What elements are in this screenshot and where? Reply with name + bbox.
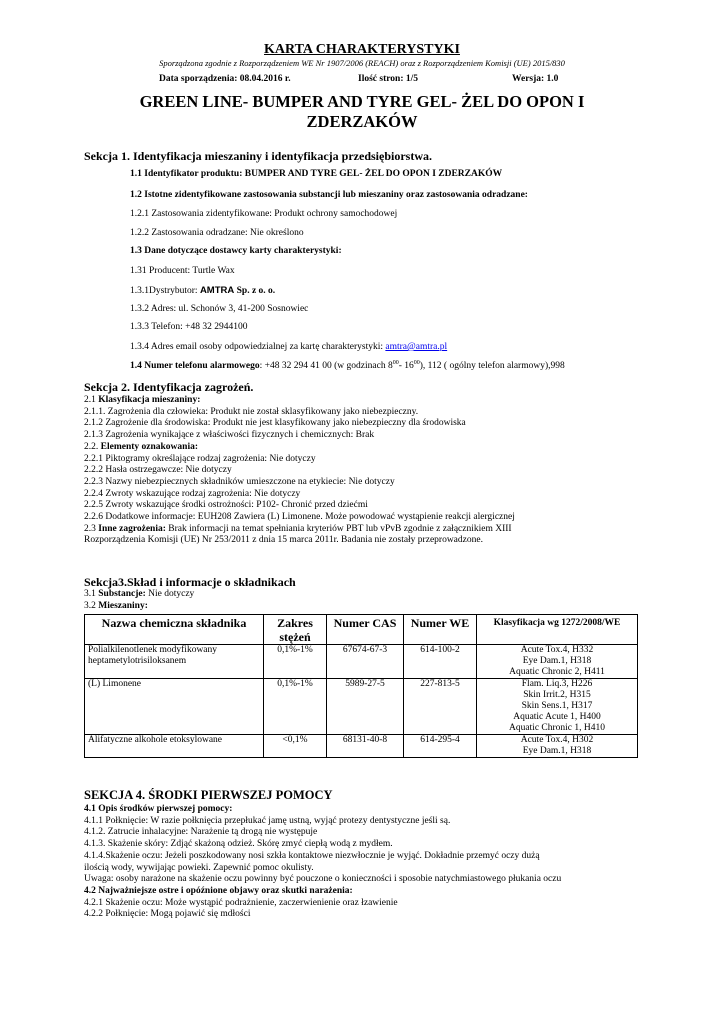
s3-line: 3.2 Mieszaniny: (84, 600, 148, 611)
cell-classification (477, 645, 638, 679)
s2-line: 2.2.5 Zwroty wskazujące środki ostrożności: P102- Chronić przed dziećmi (84, 500, 368, 511)
section3-intro (84, 589, 194, 612)
pages-label: Ilość stron: 1/5 (358, 74, 418, 84)
table-header-row (85, 615, 638, 645)
classification-line: Aquatic Chronic 1, H410 (508, 723, 606, 733)
cell-name: Polialkilenotlenek modyfikowany heptametylotrisiloksanem (85, 645, 264, 679)
distributor-suffix: Sp. z o. o. (234, 286, 276, 296)
cell-cas: 68131-40-8 (327, 735, 404, 758)
col-header-name: Nazwa chemiczna składnika (85, 615, 264, 645)
s4-line: 4.1.1 Połknięcie: W razie połknięcia przepłukać jamę ustną, wyjąć protezy dentystyczne jeśli są. (84, 815, 451, 826)
col-header-classification: Klasyfikacja wg 1272/2008/WE (477, 615, 638, 645)
s3-line: 3.1 Substancje: Nie dotyczy (84, 589, 195, 599)
item-1-3-1: 1.31 Producent: Turtle Wax (130, 266, 235, 276)
item-1-3: 1.3 Dane dotyczące dostawcy karty charakterystyki: (130, 246, 342, 256)
cell-cas: 67674-67-3 (327, 645, 404, 679)
s2-line: 2.1 Klasyfikacja mieszaniny: (84, 395, 201, 405)
col-header-we: Numer WE (404, 615, 477, 645)
cell-cas: 5989-27-5 (327, 679, 404, 735)
item-1-3-3: 1.3.3 Telefon: +48 32 2944100 (130, 322, 248, 332)
classification-line: Acute Tox.4, H302 (520, 735, 594, 745)
item-1-3-2: 1.3.2 Adres: ul. Schonów 3, 41-200 Sosnowiec (130, 304, 309, 314)
s2-line: 2.2.4 Zwroty wskazujące rodzaj zagrożenia: Nie dotyczy (84, 488, 301, 499)
s2-line: 2.2.2 Hasła ostrzegawcze: Nie dotyczy (84, 465, 232, 476)
col-header-cas: Numer CAS (327, 615, 404, 645)
cell-we: 614-295-4 (404, 735, 477, 758)
item-1-2-2: 1.2.2 Zastosowania odradzane: Nie określono (130, 228, 304, 238)
item-1-4 (130, 360, 565, 371)
s2-line: 2.2.6 Dodatkowe informacje: EUH208 Zawiera (L) Limonene. Może powodować wystąpienie reakcji alergicznej (84, 512, 515, 523)
product-name-line1: GREEN LINE- BUMPER AND TYRE GEL- ŻEL DO OPON I (139, 92, 585, 111)
alarm-phone-sup2: 00 (413, 360, 420, 366)
table-row (85, 645, 638, 679)
table-row (85, 679, 638, 735)
s4-line: 4.1.3. Skażenie skóry: Zdjąć skażoną odzież. Skórę zmyć ciepłą wodą z mydłem. (84, 839, 393, 850)
section4-heading: SEKCJA 4. ŚRODKI PIERWSZEJ POMOCY (84, 788, 333, 802)
date-label: Data sporządzenia: 08.04.2016 r. (159, 74, 291, 84)
classification-line: Eye Dam.1, H318 (522, 746, 592, 756)
document-title: KARTA CHARAKTERYSTYKI (264, 42, 460, 57)
table-row (85, 735, 638, 758)
document-meta (0, 74, 724, 86)
cell-classification (477, 735, 638, 758)
cell-range: 0,1%-1% (264, 679, 327, 735)
classification-line: Flam. Liq.3, H226 (521, 679, 593, 689)
composition-table (84, 614, 638, 758)
item-1-3-4 (130, 342, 447, 352)
alarm-phone-sup1: 00 (392, 360, 399, 366)
classification-line: Skin Sens.1, H317 (521, 701, 593, 711)
s2-line: 2.2.3 Nazwy niebezpiecznych składników umieszczone na etykiecie: Nie dotyczy (84, 476, 395, 487)
s4-line: ilością wody, wywijając powieki. Zapewnić pomoc okulisty. (84, 862, 314, 873)
section2-body (84, 395, 515, 547)
s2-line: 2.2.1 Piktogramy określające rodzaj zagrożenia: Nie dotyczy (84, 453, 316, 464)
section2-heading: Sekcja 2. Identyfikacja zagrożeń. (84, 380, 254, 394)
product-name-line2: ZDERZAKÓW (306, 112, 418, 131)
classification-line: Aquatic Chronic 2, H411 (509, 667, 605, 677)
distributor-prefix: 1.3.1Dystrybutor: (130, 286, 200, 296)
alarm-phone-text-b: - 16 (398, 361, 414, 372)
s4-line: 4.1 Opis środków pierwszej pomocy: (84, 804, 233, 814)
classification-line: Acute Tox.4, H332 (520, 645, 594, 655)
email-label: 1.3.4 Adres email osoby odpowiedzialnej za kartę charakterystyki: (130, 342, 386, 352)
item-1-2: 1.2 Istotne zidentyfikowane zastosowania substancji lub mieszaniny oraz zastosowania odradzane: (130, 190, 528, 200)
section3-heading: Sekcja3.Skład i informacje o składnikach (84, 575, 296, 589)
col-header-range: Zakres stężeń (264, 615, 327, 645)
cell-we: 614-100-2 (404, 645, 477, 679)
cell-we: 227-813-5 (404, 679, 477, 735)
cell-name: Alifatyczne alkohole etoksylowane (85, 735, 264, 758)
s4-line: 4.2.2 Połknięcie: Mogą pojawić się mdłości (84, 909, 251, 920)
cell-name: (L) Limonene (85, 679, 264, 735)
s2-line: Rozporządzenia Komisji (UE) Nr 253/2011 z dnia 15 marca 2011r. Badania nie zostały przeprowadzone. (84, 535, 483, 546)
s4-line: Uwaga: osoby narażone na skażenie oczu powinny być pouczone o konieczności i sposobie natychmiastowego płukania oczu (84, 874, 562, 885)
product-name (0, 92, 724, 132)
cell-classification (477, 679, 638, 735)
cell-range: <0,1% (264, 735, 327, 758)
alarm-phone-label: 1.4 Numer telefonu alarmowego (130, 361, 260, 372)
section4-body (84, 804, 561, 921)
alarm-phone-text-c: ), 112 ( ogólny telefon alarmowy),998 (419, 361, 565, 372)
s2-line: 2.2. Elementy oznakowania: (84, 441, 198, 452)
document-subtitle: Sporządzona zgodnie z Rozporządzeniem WE Nr 1907/2006 (REACH) oraz z Rozporządzeniem Komisji (UE) 2015/830 (159, 58, 565, 68)
classification-line: Aquatic Acute 1, H400 (513, 712, 601, 722)
item-1-1: 1.1 Identyfikator produktu: BUMPER AND TYRE GEL- ŻEL DO OPON I ZDERZAKÓW (130, 169, 503, 179)
s4-line: 4.1.4.Skażenie oczu: Jeżeli poszkodowany nosi szkła kontaktowe niezwłocznie je wyjąć. Dokładnie przemyć oczy dużą (84, 850, 540, 861)
section1-heading: Sekcja 1. Identyfikacja mieszaniny i identyfikacja przedsiębiorstwa. (84, 149, 432, 163)
alarm-phone-text-a: : +48 32 294 41 00 (w godzinach 8 (259, 361, 393, 372)
s2-line: 2.1.1. Zagrożenia dla człowieka: Produkt nie został sklasyfikowany jako niebezpieczny. (84, 406, 419, 417)
s2-line: 2.3 Inne zagrożenia: Brak informacji na temat spełniania kryteriów PBT lub vPvB zgodnie z załącznikiem XIII (84, 523, 512, 534)
s2-line: 2.1.3 Zagrożenia wynikające z właściwości fizycznych i chemicznych: Brak (84, 430, 375, 441)
s2-line: 2.1.2 Zagrożenie dla środowiska: Produkt nie jest klasyfikowany jako niebezpieczny dla środowiska (84, 418, 466, 429)
s4-line: 4.2 Najważniejsze ostre i opóźnione objawy oraz skutki narażenia: (84, 885, 353, 896)
distributor-name: AMTRA (199, 285, 235, 296)
classification-line: Skin Irrit.2, H315 (523, 690, 591, 700)
email-link[interactable]: amtra@amtra.pl (385, 342, 448, 352)
cell-range: 0,1%-1% (264, 645, 327, 679)
s4-line: 4.2.1 Skażenie oczu: Może wystąpić podrażnienie, zaczerwienienie oraz łzawienie (84, 897, 398, 908)
version-label: Wersja: 1.0 (512, 74, 559, 84)
classification-line: Eye Dam.1, H318 (522, 656, 592, 666)
item-1-2-1: 1.2.1 Zastosowania zidentyfikowane: Produkt ochrony samochodowej (130, 209, 398, 219)
item-1-3-1-distributor (130, 285, 275, 296)
s4-line: 4.1.2. Zatrucie inhalacyjne: Narażenie tą drogą nie występuje (84, 827, 318, 838)
